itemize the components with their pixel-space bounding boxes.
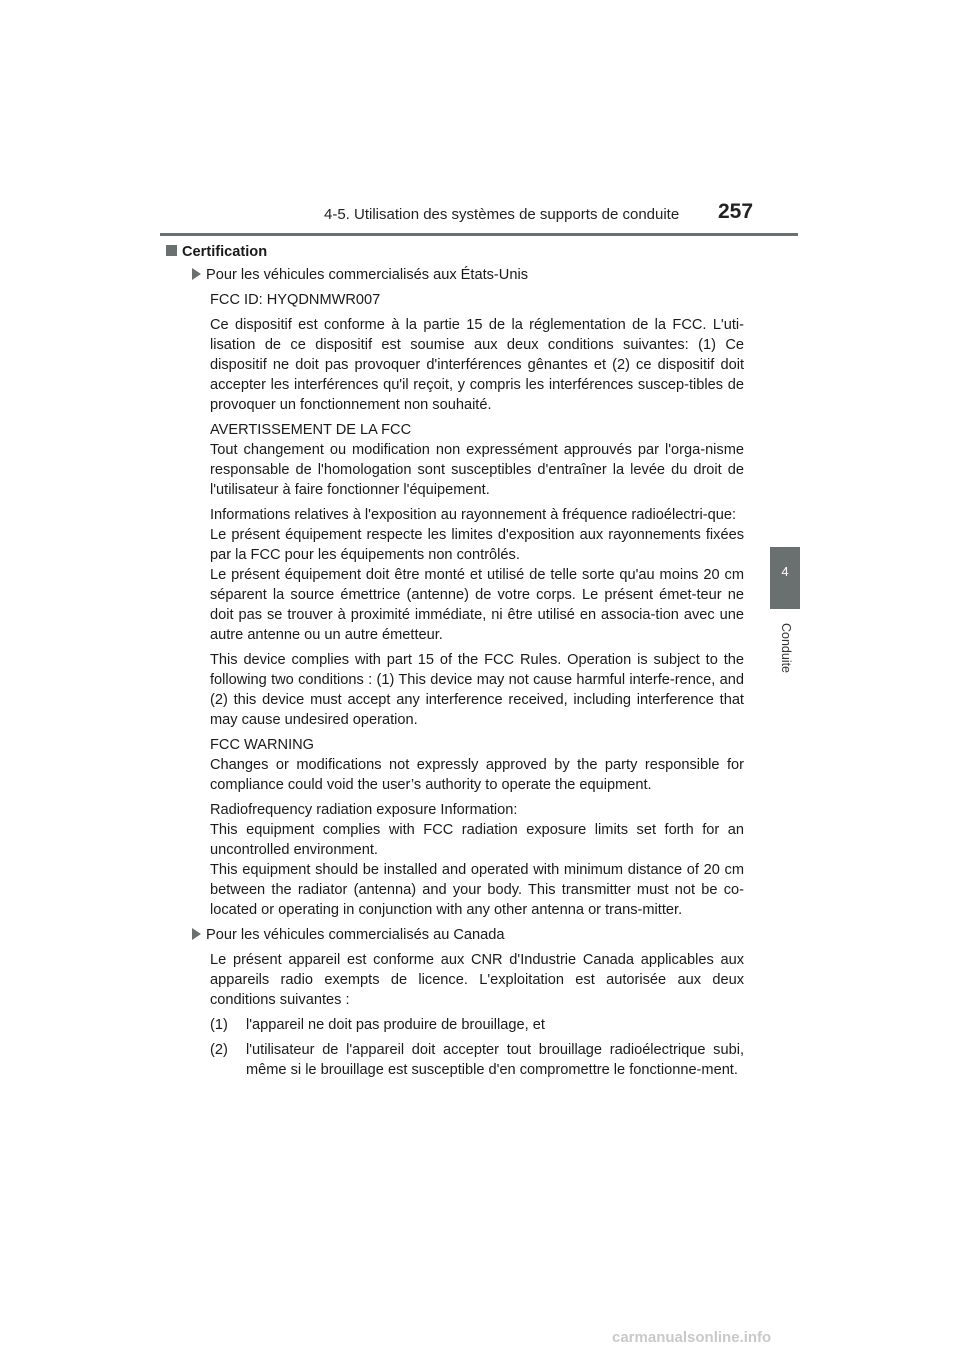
page-body [182,242,744,1085]
paragraph-fcc-warning-en: FCC WARNING Changes or modifications not expressly approved by the party responsible for compliance could void the user’s authority to operate the equipment. [210,737,744,793]
chapter-tab-number: 4 [781,564,789,579]
canada-subheading: Pour les véhicules commercialisés au Canada [192,925,744,945]
triangle-bullet-icon [192,268,201,280]
section-heading: Certification [166,242,744,262]
paragraph-fcc-warning-fr: AVERTISSEMENT DE LA FCC Tout changement ou modification non expressément approuvés par l'orga-nisme responsable de l'homologation sont susceptibles d'entraîner la levée du droit de l'utilisateur à faire fonctionner l'équipement. [210,422,744,498]
list-item: (1) l'appareil ne doit pas produire de brouillage, et [210,1017,545,1033]
page-number: 257 [718,200,754,223]
paragraph-exposure-fr: Informations relatives à l'exposition au rayonnement à fréquence radioélectri-que: Le présent équipement respecte les limites d'exposition aux rayonnements fixées par la FCC pour les équipements non contrôlés. Le présent équipement doit être monté et utilisé de telle sorte qu'au moins 20 cm séparent la source émettrice (antenne) de votre corps. Le présent émet-teur ne doit pas se trouver à proximité immédiate, ni être utilisé en associa-tion avec une autre antenne ou un autre émetteur. [210,507,744,643]
list-item: (2) l'utilisateur de l'appareil doit accepter tout brouillage radioélectrique subi, même si le brouillage est susceptible d'en compromettre le fonctionne-ment. [210,1042,744,1078]
paragraph-exposure-en: Radiofrequency radiation exposure Information: This equipment complies with FCC radiation exposure limits set forth for an uncontrolled environment. This equipment should be installed and operated with minimum distance of 20 cm between the radiator (antenna) and your body. This transmitter must not be co-located or operating in conjunction with any other antenna or trans-mitter. [210,802,744,918]
fcc-id: FCC ID: HYQDNMWR007 [210,292,381,308]
chapter-tab-label: Conduite [779,622,793,674]
chapter-tab [770,547,800,609]
square-bullet-icon [166,245,177,256]
usa-subheading: Pour les véhicules commercialisés aux États-Unis [192,265,744,285]
paragraph-canada: Le présent appareil est conforme aux CNR d'Industrie Canada applicables aux appareils radio exempts de licence. L'exploitation est autorisée aux deux conditions suivantes : [210,952,744,1008]
triangle-bullet-icon [192,928,201,940]
chapter-title: 4-5. Utilisation des systèmes de supports de conduite [324,206,680,223]
watermark: carmanualsonline.info [612,1329,772,1346]
header-divider [160,233,798,236]
paragraph-conformity: Ce dispositif est conforme à la partie 15 de la réglementation de la FCC. L'uti-lisation de ce dispositif est soumise aux deux conditions suivantes: (1) Ce dispositif ne doit pas provoquer d'interférences gênantes et (2) ce dispositif doit accepter les interférences qu'il reçoit, y compris les interférences suscep-tibles de provoquer un fonctionnement non souhaité. [210,317,744,413]
paragraph-compliance-en: This device complies with part 15 of the FCC Rules. Operation is subject to the following two conditions : (1) This device may not cause harmful interfe-rence, and (2) this device must accept any interference received, including interference that may cause undesired operation. [210,652,744,728]
